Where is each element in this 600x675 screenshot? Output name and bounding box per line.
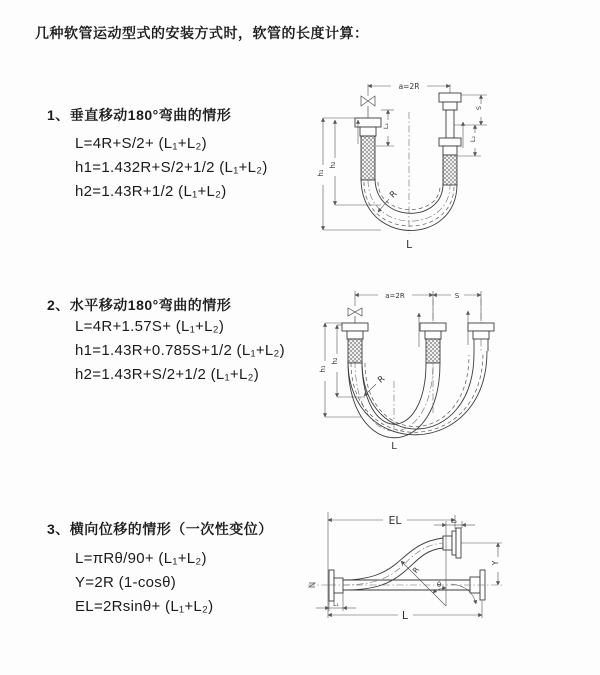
dim-label-l1: L₁ [382,122,390,130]
dim-label-l2: L₂ [451,518,457,525]
dim-label-a2r: a=2R [385,292,405,300]
dim-label-r: R [388,189,400,201]
valve-icon [361,96,375,118]
diagram-lateral-displacement [300,498,600,646]
formula-line: L=4R+1.57S+ (L₁+L₂) [75,318,225,335]
middle-connector [420,323,446,363]
dim-el [328,512,455,618]
dim-label-l: L [406,239,412,251]
left-flange [308,570,343,601]
right-connector [439,93,461,185]
dim-l1 [376,110,394,146]
diagram-horizontal-180-bend [315,283,600,463]
formula-line: h2=1.43R+1/2 (L₁+L₂) [75,183,227,200]
dim-label-s: S [475,105,483,111]
right-connector [468,323,494,353]
left-connector [342,323,368,363]
formula-line: Y=2R (1-cosθ) [75,574,177,591]
dim-label-l1: L₁ [333,601,339,608]
dim-label-y: Y [491,560,500,566]
section-1-heading: 1、垂直移动180°弯曲的情形 [47,107,232,123]
section-2-heading: 2、水平移动180°弯曲的情形 [47,297,232,313]
dim-label-h1: h₁ [319,365,327,373]
radius-callout [378,189,399,212]
valve-icon [348,308,362,323]
dim-label-s: S [454,292,460,300]
dim-s [433,290,481,300]
diagram-vertical-180-bend [315,72,600,267]
formula-line: h1=1.43R+0.785S+1/2 (L₁+L₂) [75,342,285,359]
formula-line: h2=1.43R+S/2+1/2 (L₁+L₂) [75,366,260,383]
dim-l1 [316,593,356,611]
hose-bend [348,351,487,438]
dim-label-h2: h₂ [331,357,339,365]
dim-label-l2: L₂ [469,135,477,143]
dim-l [328,601,482,622]
formula-line: h1=1.432R+S/2+1/2 (L₁+L₂) [75,159,268,176]
formula-line: EL=2Rsinθ+ (L₁+L₂) [75,598,214,615]
hose-curved [343,538,443,590]
page-title: 几种软管运动型式的安装方式时，软管的长度计算： [35,25,369,41]
dim-label-r: R [376,374,388,386]
dim-label-l: L [391,441,397,452]
formula-line: L=4R+S/2+ (L₁+L₂) [75,135,207,152]
dim-label-h1: h₁ [317,169,325,177]
dim-label-l: L [401,609,409,622]
dim-a2r [368,80,450,96]
formula-line: L=πRθ/90+ (L₁+L₂) [75,550,207,567]
dim-label-h2: h₂ [329,161,337,169]
dim-label-r: R [410,565,421,575]
dim-label-theta: θ [436,581,442,589]
section-3-heading: 3、横向位移的情形（一次性变位） [47,521,273,537]
dim-label-el: EL [388,514,402,527]
dim-label-a2r: a=2R [398,82,420,91]
left-connector [355,118,381,180]
